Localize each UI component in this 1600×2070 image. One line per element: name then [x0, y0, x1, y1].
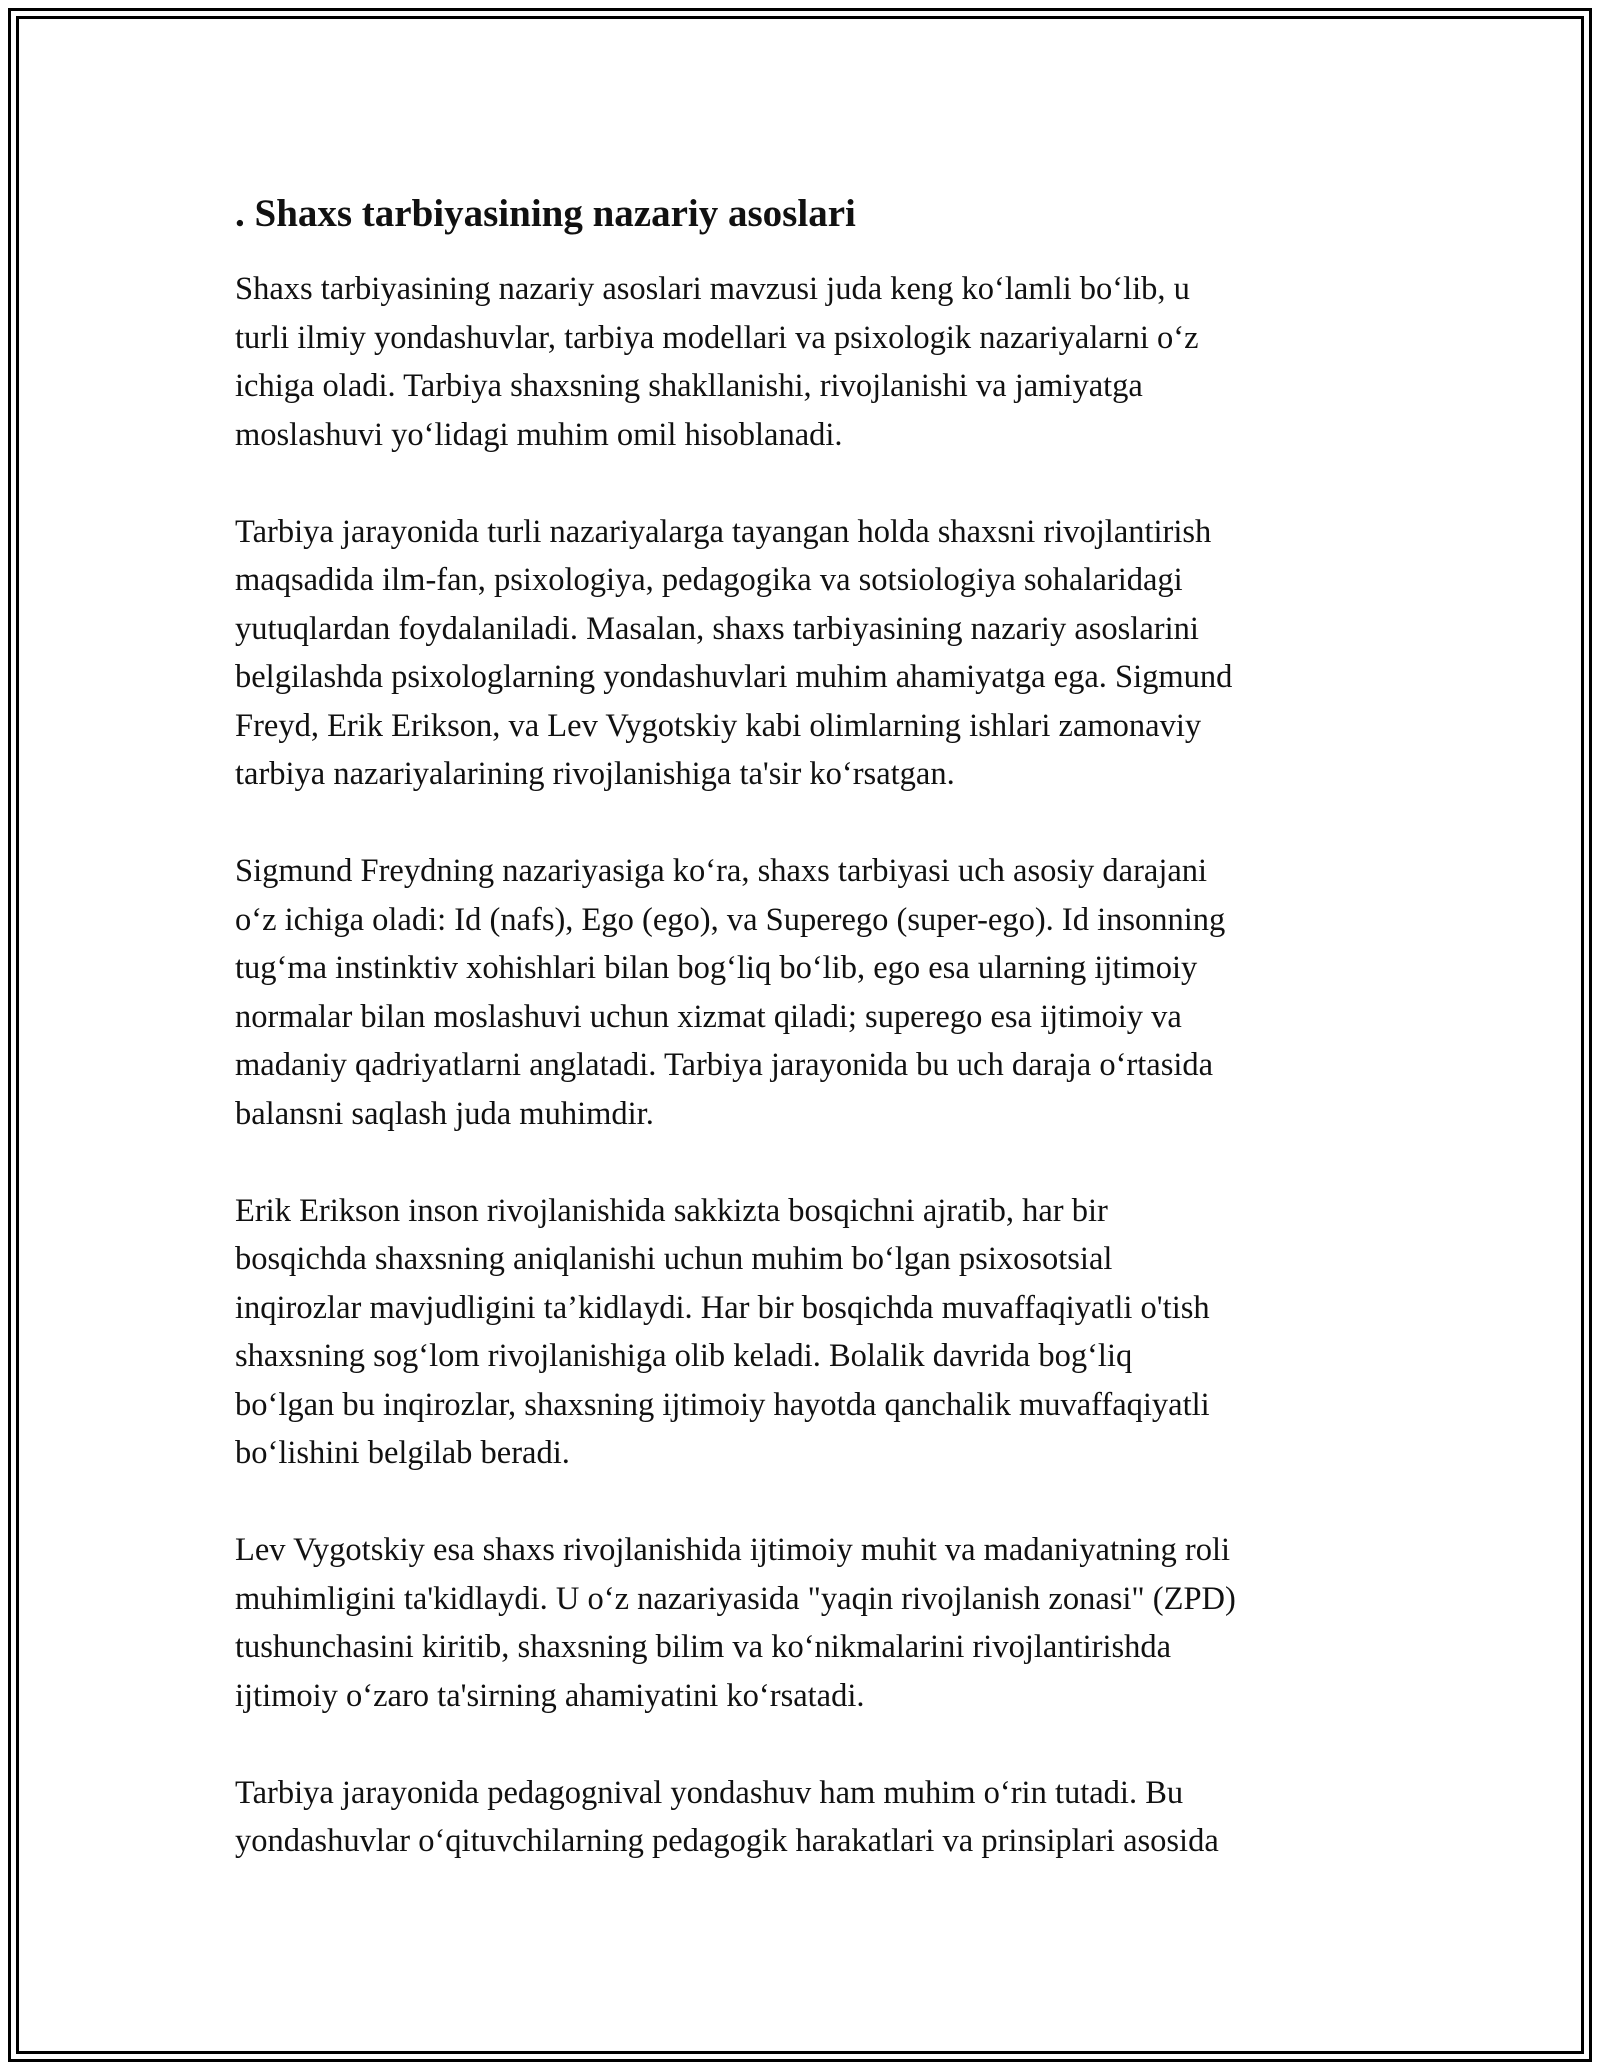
- text-line: bosqichda shaxsning aniqlanishi uchun muhim bo‘lgan psixosotsial: [235, 1241, 1113, 1277]
- text-line: madaniy qadriyatlarni anglatadi. Tarbiya jarayonida bu uch daraja o‘rtasida: [235, 1047, 1214, 1083]
- section-title: . Shaxs tarbiyasining nazariy asoslari: [235, 192, 856, 235]
- paragraph-3: [235, 847, 1375, 1138]
- text-line: ichiga oladi. Tarbiya shaxsning shakllanishi, rivojlanishi va jamiyatga: [235, 368, 1143, 404]
- text-line: bo‘lishini belgilab beradi.: [235, 1435, 570, 1471]
- text-line: Tarbiya jarayonida turli nazariyalarga tayangan holda shaxsni rivojlantirish: [235, 513, 1212, 550]
- text-line: o‘z ichiga oladi: Id (nafs), Ego (ego), va Superego (super-ego). Id insonning: [235, 901, 1226, 938]
- paragraph-6: [235, 1769, 1375, 1866]
- text-line: moslashuvi yo‘lidagi muhim omil hisoblanadi.: [235, 416, 843, 453]
- text-line: balansni saqlash juda muhimdir.: [235, 1095, 654, 1132]
- text-line: Freyd, Erik Erikson, va Lev Vygotskiy kabi olimlarning ishlari zamonaviy: [235, 707, 1202, 744]
- text-line: Shaxs tarbiyasining nazariy asoslari mavzusi juda keng ko‘lamli bo‘lib, u: [235, 271, 1190, 307]
- text-line: Erik Erikson inson rivojlanishida sakkizta bosqichni ajratib, har bir: [235, 1192, 1108, 1229]
- text-line: tug‘ma instinktiv xohishlari bilan bog‘liq bo‘lib, ego esa ularning ijtimoiy: [235, 950, 1198, 986]
- text-line: bo‘lgan bu inqirozlar, shaxsning ijtimoiy hayotda qanchalik muvaffaqiyatli: [235, 1386, 1210, 1423]
- paragraph-4: [235, 1187, 1375, 1478]
- text-line: yondashuvlar o‘qituvchilarning pedagogik harakatlari va prinsiplari asosida: [235, 1823, 1219, 1859]
- paragraph-5: [235, 1526, 1375, 1720]
- text-line: normalar bilan moslashuvi uchun xizmat qiladi; superego esa ijtimoiy va: [235, 998, 1182, 1035]
- text-line: maqsadida ilm-fan, psixologiya, pedagogika va sotsiologiya sohalaridagi: [235, 562, 1183, 598]
- document-body: [235, 187, 1375, 1914]
- text-line: Sigmund Freydning nazariyasiga ko‘ra, shaxs tarbiyasi uch asosiy darajani: [235, 853, 1208, 889]
- text-line: shaxsning sog‘lom rivojlanishiga olib keladi. Bolalik davrida bog‘liq: [235, 1338, 1133, 1374]
- text-line: turli ilmiy yondashuvlar, tarbiya modellari va psixologik nazariyalarni o‘z: [235, 319, 1199, 356]
- text-line: tarbiya nazariyalarining rivojlanishiga ta'sir ko‘rsatgan.: [235, 756, 955, 792]
- text-line: tushunchasini kiritib, shaxsning bilim va ko‘nikmalarini rivojlantirishda: [235, 1629, 1172, 1665]
- paragraph-1: [235, 265, 1375, 459]
- text-line: muhimligini ta'kidlaydi. U o‘z nazariyasida "yaqin rivojlanish zonasi" (ZPD): [235, 1580, 1236, 1617]
- paragraph-2: [235, 508, 1375, 799]
- text-line: ijtimoiy o‘zaro ta'sirning ahamiyatini ko‘rsatadi.: [235, 1677, 865, 1714]
- text-line: yutuqlardan foydalaniladi. Masalan, shaxs tarbiyasining nazariy asoslarini: [235, 610, 1199, 647]
- text-line: inqirozlar mavjudligini ta’kidlaydi. Har bir bosqichda muvaffaqiyatli o'tish: [235, 1289, 1210, 1326]
- text-line: Lev Vygotskiy esa shaxs rivojlanishida ijtimoiy muhit va madaniyatning roli: [235, 1532, 1231, 1568]
- text-line: belgilashda psixologlarning yondashuvlari muhim ahamiyatga ega. Sigmund: [235, 659, 1233, 695]
- text-line: Tarbiya jarayonida pedagognival yondashuv ham muhim o‘rin tutadi. Bu: [235, 1774, 1184, 1811]
